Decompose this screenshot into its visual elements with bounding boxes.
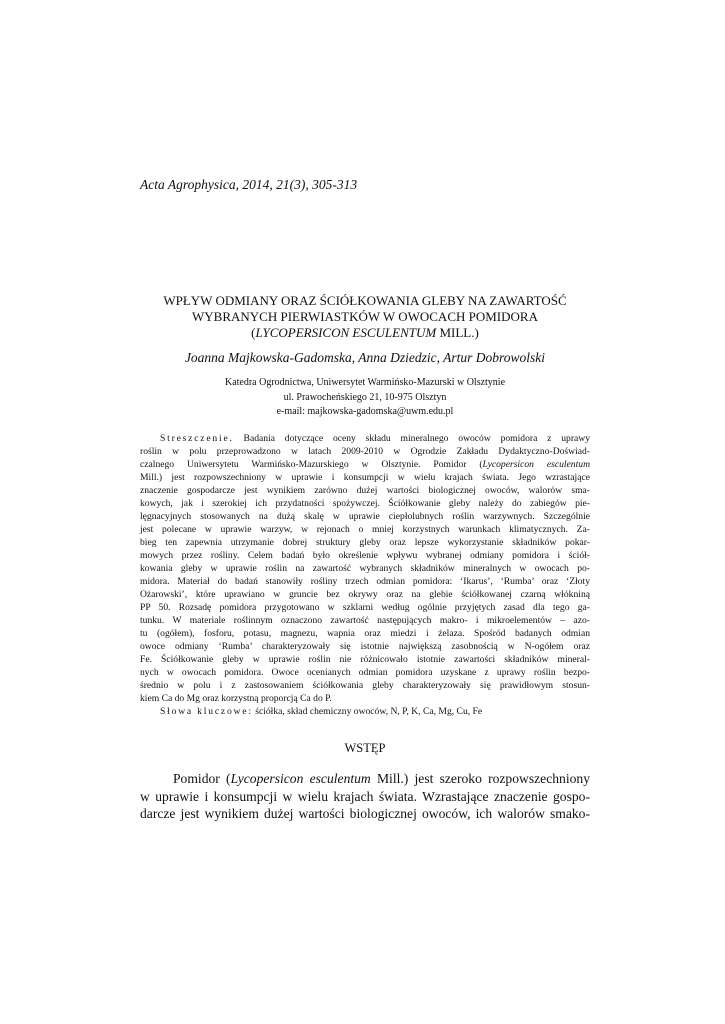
intro-text — [140, 770, 590, 823]
abstract-line: PP 50. Rozsadę pomidora przygotowano w szklarni według ogólnie przyjętych zasad dla tego ga- — [140, 602, 590, 613]
affiliation — [140, 376, 590, 420]
title-line-1: WPŁYW ODMIANY ORAZ ŚCIÓŁKOWANIA GLEBY NA ZAWARTOŚĆ — [163, 293, 567, 308]
keywords-label: Słowa kluczowe: — [160, 706, 253, 717]
journal-citation: Acta Agrophysica, 2014, 21(3), 305-313 — [140, 177, 358, 192]
article-title — [140, 293, 590, 341]
affiliation-department: Katedra Ogrodnictwa, Uniwersytet Warmińsko-Mazurski w Olsztynie — [224, 377, 506, 388]
title-species: LYCOPERSICON ESCULENTUM — [255, 325, 437, 340]
abstract-line: kiem Ca do Mg oraz korzystną proporcją Ca do P. — [140, 693, 332, 704]
body-line: darcze jest wynikiem dużej wartości biologicznej owoców, ich walorów smako- — [140, 806, 590, 822]
abstract — [140, 432, 590, 718]
body-line: Pomidor (Lycopersicon esculentum Mill.) jest szeroko rozpowszechniony — [173, 771, 590, 786]
abstract-line: tu (ogółem), fosforu, potasu, magnezu, wapnia oraz miedzi i żelaza. Spośród badanych odmian — [140, 628, 590, 639]
abstract-line: Ożarowski’, które uprawiano w gruncie bez okrywy oraz na glebie ściółkowanej czarną włókniną — [140, 589, 590, 600]
section-heading: WSTĘP — [344, 741, 386, 755]
affiliation-address: ul. Prawocheńskiego 21, 10-975 Olsztyn — [283, 391, 447, 403]
author-list: Joanna Majkowska-Gadomska, Anna Dziedzic, Artur Dobrowolski — [184, 350, 546, 365]
abstract-line: Mill.) jest rozpowszechniony w uprawie i konsumpcji w wielu krajach świata. Jego wzrastające — [140, 472, 590, 483]
abstract-line: jest polecane w uprawie warzyw, w rejonach o mniej korzystnych warunkach klimatycznych. Za- — [140, 524, 590, 535]
abstract-line: midora. Materiał do badań stanowiły rośliny trzech odmian pomidora: ‘Ikarus’, ‘Rumba’ oraz ‘Złoty — [140, 576, 590, 587]
abstract-line: roślin w polu przeprowadzono w latach 2009-2010 w Ogrodzie Zakładu Dydaktyczno-Doświad- — [140, 446, 590, 457]
abstract-line: znaczenie gospodarcze jest wynikiem zarówno dużej wartości biologicznej owoców, walorów sma- — [140, 485, 590, 496]
abstract-line: Streszczenie. Badania dotyczące oceny składu mineralnego owoców pomidora z uprawy — [160, 433, 590, 444]
abstract-line: nych w owocach pomidora. Owoce ocenianych odmian pomidora uzyskane z uprawy roślin bezpo- — [140, 667, 590, 678]
abstract-line: owoce odmiany ‘Rumba’ charakteryzowały się istotnie największą zasobnością w N-ogółem oraz — [140, 641, 590, 652]
abstract-line: bieg ten zapewnia utrzymanie dobrej struktury gleby oraz lepsze wykorzystanie składników pokar- — [140, 537, 590, 548]
keywords-text: ściółka, skład chemiczny owoców, N, P, K, Ca, Mg, Cu, Fe — [252, 706, 483, 717]
abstract-line: tunku. W materiale roślinnym oznaczono zawartość następujących makro- i mikroelementów – azo- — [140, 615, 590, 626]
abstract-line: średnio w polu i z zastosowaniem ściółkowania gleby charakteryzowały się prawidłowym stosun- — [140, 680, 590, 691]
abstract-line: kowych, jak i szerokiej ich przydatności spożywczej. Ściółkowanie gleby należy do zabiegów pie- — [140, 498, 590, 509]
abstract-line: mowych przez rośliny. Celem badań było określenie wpływu wybranej odmiany pomidora i ściół- — [140, 550, 590, 561]
abstract-line: Fe. Ściółkowanie gleby w uprawie roślin nie różnicowało istotnie zawartości składników mineral- — [140, 654, 590, 665]
affiliation-email: e-mail: majkowska-gadomska@uwm.edu.pl — [276, 406, 454, 417]
title-line-2: WYBRANYCH PIERWIASTKÓW W OWOCACH POMIDORA — [192, 309, 538, 324]
body-line: w uprawie i konsumpcji w wielu krajach świata. Wzrastające znaczenie gospo- — [140, 788, 590, 804]
keywords — [140, 705, 590, 718]
title-line-3: (LYCOPERSICON ESCULENTUM MILL.) — [251, 325, 479, 340]
abstract-label: Streszczenie. — [160, 433, 234, 444]
abstract-line: czalnego Uniwersytetu Warmińsko-Mazurskiego w Olsztynie. Pomidor (Lycopersicon esculentum — [140, 459, 590, 470]
abstract-line: kowania gleby w uprawie roślin na zawartość wybranych składników mineralnych w owocach po- — [140, 563, 590, 574]
abstract-line: lęgnacyjnych stosowanych na dużą skalę w uprawie ciepłolubnych roślin warzywnych. Szczególnie — [140, 511, 590, 522]
